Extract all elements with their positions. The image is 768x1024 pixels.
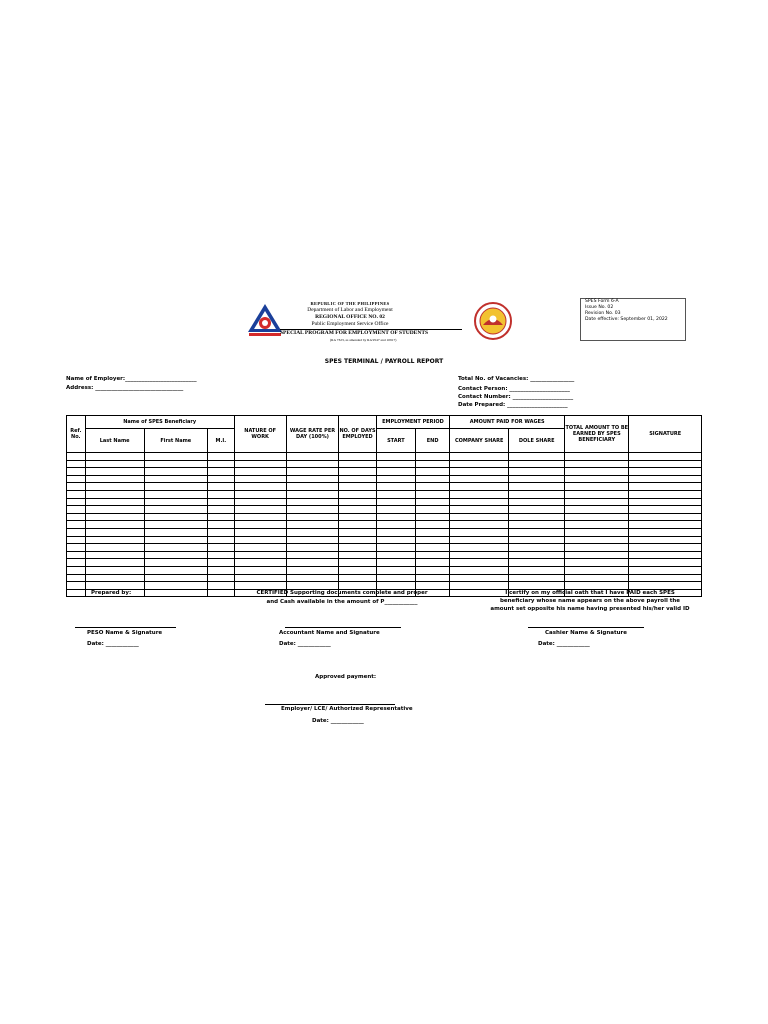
col-dole-share: DOLE SHARE [509, 429, 565, 453]
department-text: Department of Labor and Employment [307, 307, 393, 313]
republic-text: REPUBLIC OF THE PHILIPPINES [310, 301, 390, 306]
table-row [67, 536, 702, 544]
col-nature-of-work: NATURE OF WORK [234, 416, 286, 453]
program-subtitle: (RA 7323, as amended by RA 9547 and 10917) [330, 338, 397, 342]
peso-signature-line[interactable] [75, 627, 176, 628]
table-row [67, 513, 702, 521]
table-row [67, 528, 702, 536]
table-row [67, 483, 702, 491]
contact-person-field[interactable]: Contact Person: ______________________ [458, 386, 570, 392]
table-row [67, 574, 702, 582]
col-last-name: Last Name [85, 429, 144, 453]
accountant-date-field[interactable]: Date: ____________ [279, 641, 331, 647]
col-ref-no: Ref. No. [67, 416, 86, 453]
prepared-by-label: Prepared by: [91, 590, 132, 596]
certify-line-1: I certify on my official oath that I have PAID each SPES [505, 590, 675, 596]
accountant-signature-label: Accountant Name and Signature [279, 630, 380, 636]
certified-line-2: and Cash available in the amount of P____________ [266, 599, 418, 605]
col-company-share: COMPANY SHARE [450, 429, 509, 453]
col-employment-period: EMPLOYMENT PERIOD [376, 416, 450, 429]
table-row [67, 475, 702, 483]
table-row [67, 490, 702, 498]
col-no-days: NO. OF DAYS EMPLOYED [339, 416, 376, 453]
employer-field[interactable]: Name of Employer:__________________________ [66, 376, 197, 382]
employer-date-field[interactable]: Date: ____________ [312, 718, 364, 724]
table-row [67, 559, 702, 567]
address-field[interactable]: Address: ________________________________ [66, 385, 184, 391]
certified-line-1: CERTIFIED Supporting documents complete and proper [256, 590, 428, 596]
peso-date-field[interactable]: Date: ____________ [87, 641, 139, 647]
col-start: START [376, 429, 415, 453]
col-mi: M.I. [207, 429, 234, 453]
table-row [67, 566, 702, 574]
col-amount-paid: AMOUNT PAID FOR WAGES [450, 416, 565, 429]
report-title: SPES TERMINAL / PAYROLL REPORT [324, 358, 444, 365]
contact-number-field[interactable]: Contact Number: ______________________ [458, 394, 574, 400]
col-first-name: First Name [144, 429, 207, 453]
date-effective: Date effective: September 01, 2022 [585, 317, 668, 322]
approved-payment-label: Approved payment: [315, 674, 377, 680]
cashier-signature-line[interactable] [528, 627, 644, 628]
form-info-box [580, 298, 686, 341]
vacancies-field[interactable]: Total No. of Vacancies: ________________ [458, 376, 575, 382]
revision-number: Revision No. 03 [585, 311, 621, 316]
program-title: SPECIAL PROGRAM FOR EMPLOYMENT OF STUDENTS [280, 330, 429, 336]
table-row [67, 460, 702, 468]
table-row [67, 521, 702, 529]
form-number: SPES Form 6-A [585, 299, 619, 304]
col-signature: SIGNATURE [629, 416, 702, 453]
payroll-table [66, 415, 702, 597]
cashier-date-field[interactable]: Date: ____________ [538, 641, 590, 647]
agency-header [280, 300, 420, 328]
employer-rep-label: Employer/ LCE/ Authorized Representative [281, 706, 413, 712]
table-row [67, 468, 702, 476]
table-row [67, 544, 702, 552]
col-end: END [416, 429, 450, 453]
col-total-amount: TOTAL AMOUNT TO BE EARNED BY SPES BENEFICIARY [565, 416, 629, 453]
accountant-signature-line[interactable] [285, 627, 401, 628]
office-text: Public Employment Service Office [311, 321, 389, 327]
cashier-signature-label: Cashier Name & Signature [545, 630, 627, 636]
col-wage-rate: WAGE RATE PER DAY (100%) [286, 416, 339, 453]
spes-seal [473, 301, 513, 341]
table-row [67, 551, 702, 559]
col-beneficiary-group: Name of SPES Beneficiary [85, 416, 234, 429]
regional-office-text: REGIONAL OFFICE NO. 02 [315, 314, 385, 320]
employer-signature-line[interactable] [265, 704, 395, 705]
table-row [67, 453, 702, 461]
table-row [67, 506, 702, 514]
issue-number: Issue No. 02 [585, 305, 614, 310]
peso-signature-label: PESO Name & Signature [87, 630, 163, 636]
certify-line-2: beneficiary whose name appears on the above payroll the [499, 598, 681, 604]
table-row [67, 582, 702, 590]
certify-line-3: amount set opposite his name having presented his/her valid ID [490, 606, 690, 612]
table-row [67, 498, 702, 506]
date-prepared-field[interactable]: Date Prepared: ______________________ [458, 402, 568, 408]
